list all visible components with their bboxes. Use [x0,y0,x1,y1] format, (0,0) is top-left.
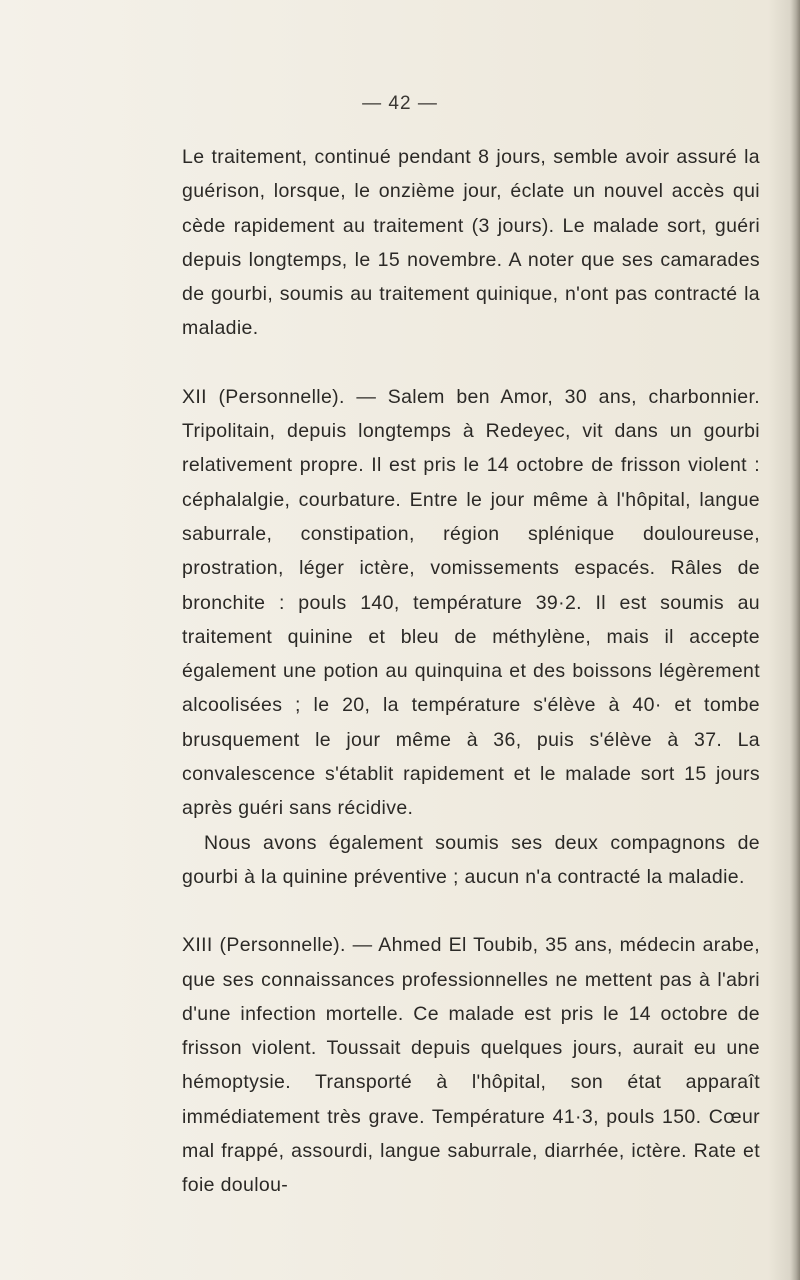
paragraph-companions-note: Nous avons également soumis ses deux compagnons de gourbi à la quinine préventive ; aucun n'a contracté la maladie. [182,831,760,888]
paragraph-treatment-continued: Le traitement, continué pendant 8 jours, semble avoir assuré la guérison, lorsque, le onzième jour, éclate un nouvel accès qui cède rapidement au traitement (3 jours). Le malade sort, guéri depuis longtemps, le 15 novembre. A noter que ses camarades de gourbi, soumis au traitement quinique, n'ont pas contracté la maladie. [182,146,760,340]
page-number: — 42 — [362,93,438,114]
body-text [182,140,760,1203]
paragraph-case-xii: XII (Personnelle). — Salem ben Amor, 30 ans, charbonnier. Tripolitain, depuis longtemps à Redeyec, vit dans un gourbi relativement propre. Il est pris le 14 octobre de frisson violent : céphalalgie, courbature. Entre le jour même à l'hôpital, langue saburrale, constipation, région splénique douloureuse, prostration, léger ictère, vomissements espacés. Râles de bronchite : pouls 140, température 39·2. Il est soumis au traitement quinine et bleu de méthylène, mais il accepte également une potion au quinquina et des boissons légèrement alcoolisées ; le 20, la température s'élève à 40· et tombe brusquement le jour même à 36, puis s'élève à 37. La convalescence s'établit rapidement et le malade sort 15 jours après guéri sans récidive. [182,385,760,820]
paragraph-case-xiii: XIII (Personnelle). — Ahmed El Toubib, 35 ans, médecin arabe, que ses connaissances professionnelles ne mettent pas à l'abri d'une infection mortelle. Ce malade est pris le 14 octobre de frisson violent. Toussait depuis quelques jours, aurait eu une hémoptysie. Transporté à l'hôpital, son état apparaît immédiatement très grave. Température 41·3, pouls 150. Cœur mal frappé, assourdi, langue saburrale, diarrhée, ictère. Rate et foie doulou- [182,934,760,1197]
page-edge-shadow [790,0,800,1280]
